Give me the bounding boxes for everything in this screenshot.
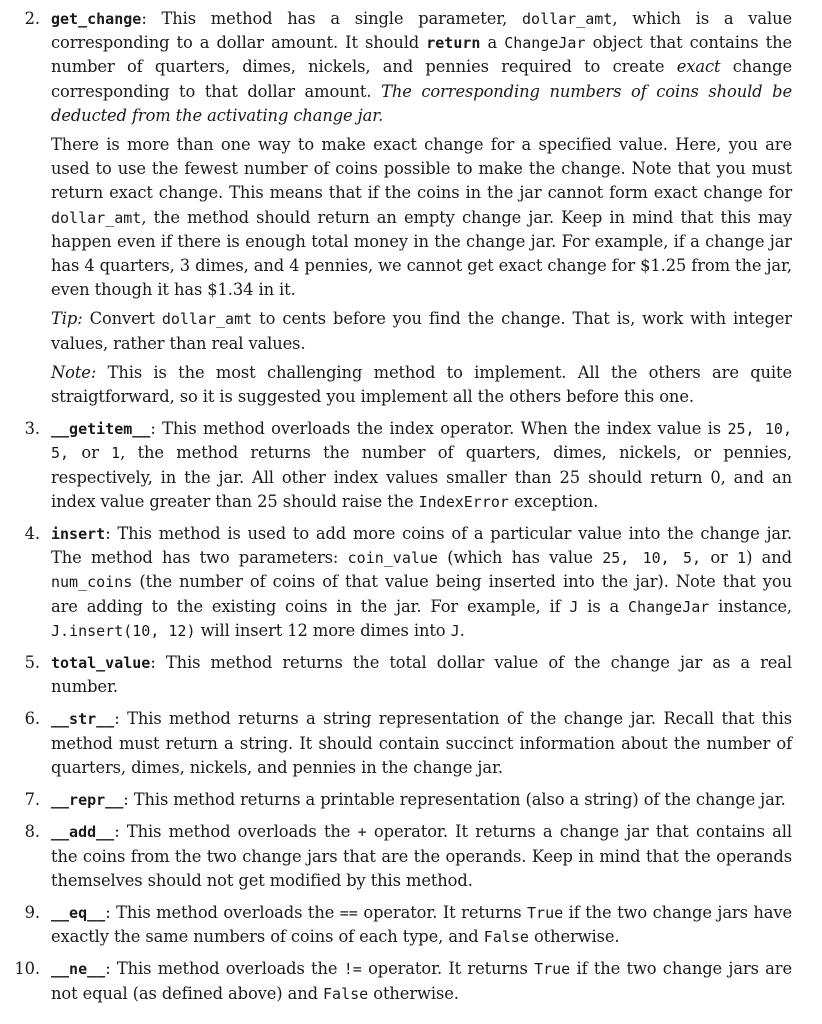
text-run: exception. — [508, 491, 599, 511]
item-paragraph — [51, 361, 792, 409]
method-list — [0, 7, 792, 1006]
text-run: : This method has a single parameter, — [141, 9, 523, 28]
text-run: , the method should return an empty change jar. Keep in mind that this may happen even if there is enough total money in the change jar. For example, if a change jar has 4 quarters, 3 dimes, and 4 pennies, we cannot get exact change for $1.25 from the jar, even though it has $1.34 in it. — [51, 207, 792, 300]
styled-text-run: coin_value — [347, 549, 438, 568]
text-run: will insert 12 more dimes into — [195, 620, 451, 640]
text-run: otherwise. — [528, 927, 620, 947]
item-paragraph — [51, 901, 792, 949]
styled-text-run: False — [483, 928, 529, 947]
styled-text-run: + — [357, 823, 367, 842]
item-paragraph — [51, 133, 792, 302]
styled-text-run: J.insert(10, 12) — [51, 621, 196, 640]
styled-text-run: dollar_amt — [161, 310, 253, 329]
styled-text-run: return — [426, 34, 481, 53]
text-run: if the two change jars are not equal (as defined above) and — [51, 959, 792, 1003]
item-body — [51, 651, 792, 699]
styled-text-run: The corresponding numbers of coins should be deducted from the activating change jar. — [51, 81, 792, 125]
text-run: , the method returns the number of quarters, dimes, nickels, or pennies, respectively, in the jar. All other index values smaller than 25 should return 0, and an index value greater than 25 should raise the — [51, 443, 792, 511]
text-run: : This method overloads the index operator. When the index value is — [150, 419, 728, 439]
text-run: (which has value — [437, 548, 603, 568]
item-body — [51, 901, 792, 949]
item-number: 7. — [24, 790, 40, 810]
text-run: operator. It returns — [361, 959, 535, 979]
item-body — [51, 7, 792, 409]
styled-text-run: == — [339, 903, 358, 922]
styled-text-run: dollar_amt — [51, 208, 142, 227]
item-number: 10. — [14, 959, 40, 979]
item-paragraph — [51, 820, 792, 893]
text-run: : This method returns the total dollar value of the change jar as a real number. — [51, 653, 792, 697]
item-paragraph — [51, 7, 792, 128]
item-body — [51, 417, 792, 514]
styled-text-run: num_coins — [51, 573, 133, 592]
styled-text-run: insert — [51, 525, 106, 544]
styled-text-run: True — [527, 903, 564, 922]
text-run: if the two change jars have exactly the same numbers of coins of each type, and — [51, 902, 793, 947]
list-item — [0, 651, 792, 699]
item-number: 9. — [24, 902, 40, 922]
styled-text-run: 1 — [111, 444, 121, 463]
item-number: 3. — [24, 419, 40, 439]
text-run: operator. It returns — [357, 902, 528, 922]
item-body — [51, 820, 792, 893]
item-paragraph — [51, 307, 792, 355]
item-number: 5. — [24, 653, 40, 673]
item-number: 8. — [24, 822, 40, 842]
styled-text-run: J — [569, 597, 579, 616]
text-run: There is more than one way to make exact change for a specified value. Here, you are used to use the fewest number of coins possible to make the change. Note that you must return exact change. This means that if the coins in the jar cannot form exact change for — [51, 135, 792, 203]
styled-text-run: Tip: — [51, 309, 83, 329]
text-run: to cents before you find the change. That is, work with integer values, rather than real values. — [51, 309, 792, 353]
text-run: (the number of coins of that value being inserted into the jar). Note that you are adding to the existing coins in the jar. For example, if — [51, 572, 792, 616]
item-body — [51, 788, 792, 812]
item-body — [51, 957, 792, 1005]
styled-text-run: True — [534, 960, 571, 979]
text-run: otherwise. — [368, 983, 459, 1003]
list-item — [0, 820, 792, 893]
text-run: : This method overloads the — [105, 902, 340, 922]
item-body — [51, 707, 792, 780]
item-body — [51, 522, 792, 643]
styled-text-run: 1 — [737, 549, 747, 568]
styled-text-run: 25, 10, 5, — [602, 549, 702, 568]
styled-text-run: exact — [676, 57, 721, 77]
styled-text-run: total_value — [51, 654, 151, 673]
text-run: This is the most challenging method to implement. All the others are quite straigtforward, so it is suggested you implement all the others before this one. — [51, 362, 792, 407]
text-run: ) and — [746, 548, 792, 568]
item-number: 6. — [24, 709, 40, 729]
list-item — [0, 417, 792, 514]
item-paragraph — [51, 957, 792, 1005]
text-run: operator. It returns a change jar that contains all the coins from the two change jars that are the operands. Keep in mind that the operands themselves should not get modified by this method. — [51, 822, 792, 890]
styled-text-run: Note: — [51, 362, 97, 382]
text-run: is a — [578, 596, 629, 616]
text-run: instance, — [709, 596, 792, 616]
list-item — [0, 707, 792, 780]
styled-text-run: False — [323, 984, 369, 1003]
item-paragraph — [51, 707, 792, 780]
styled-text-run: 25, 10, 5, — [51, 420, 792, 463]
styled-text-run: __eq__ — [51, 903, 106, 922]
styled-text-run: __repr__ — [51, 791, 124, 810]
text-run: Convert — [82, 309, 162, 329]
list-item — [0, 788, 792, 812]
item-paragraph — [51, 788, 792, 812]
text-run: : This method returns a string representation of the change jar. Recall that this method must return a string. It should contain succinct information about the number of quarters, dimes, nickels, and pennies in the change jar. — [51, 709, 792, 777]
list-item — [0, 957, 792, 1005]
styled-text-run: IndexError — [418, 492, 509, 511]
text-run: a — [480, 33, 505, 53]
text-run: , which is a value corresponding to a dollar amount. It should — [51, 9, 792, 53]
styled-text-run: ChangeJar — [504, 34, 586, 53]
text-run: object that contains the number of quarters, dimes, nickels, and pennies required to create — [51, 33, 792, 77]
item-number: 2. — [24, 9, 40, 28]
list-item — [0, 901, 792, 949]
styled-text-run: __ne__ — [51, 960, 106, 979]
styled-text-run: get_change — [51, 10, 142, 28]
styled-text-run: __getitem__ — [51, 420, 151, 439]
text-run: : This method is used to add more coins of a particular value into the change jar. The method has two parameters: — [51, 524, 792, 568]
styled-text-run: J — [450, 621, 460, 640]
styled-text-run: dollar_amt — [522, 10, 613, 28]
styled-text-run: != — [343, 960, 362, 979]
text-run: or — [701, 548, 738, 568]
text-run: or — [69, 443, 112, 463]
text-run: : This method overloads the — [105, 959, 344, 979]
list-item — [0, 522, 792, 643]
text-run: : This method overloads the — [114, 822, 358, 842]
text-run: . — [459, 620, 465, 640]
text-run: change corresponding to that dollar amount. — [51, 57, 792, 101]
text-run: : This method returns a printable representation (also a string) of the change jar. — [123, 790, 786, 810]
list-item — [0, 7, 792, 409]
styled-text-run: __add__ — [51, 823, 115, 842]
item-number: 4. — [24, 524, 40, 544]
styled-text-run: ChangeJar — [628, 597, 710, 616]
item-paragraph — [51, 417, 792, 514]
styled-text-run: __str__ — [51, 710, 115, 729]
item-paragraph — [51, 651, 792, 699]
item-paragraph — [51, 522, 792, 643]
